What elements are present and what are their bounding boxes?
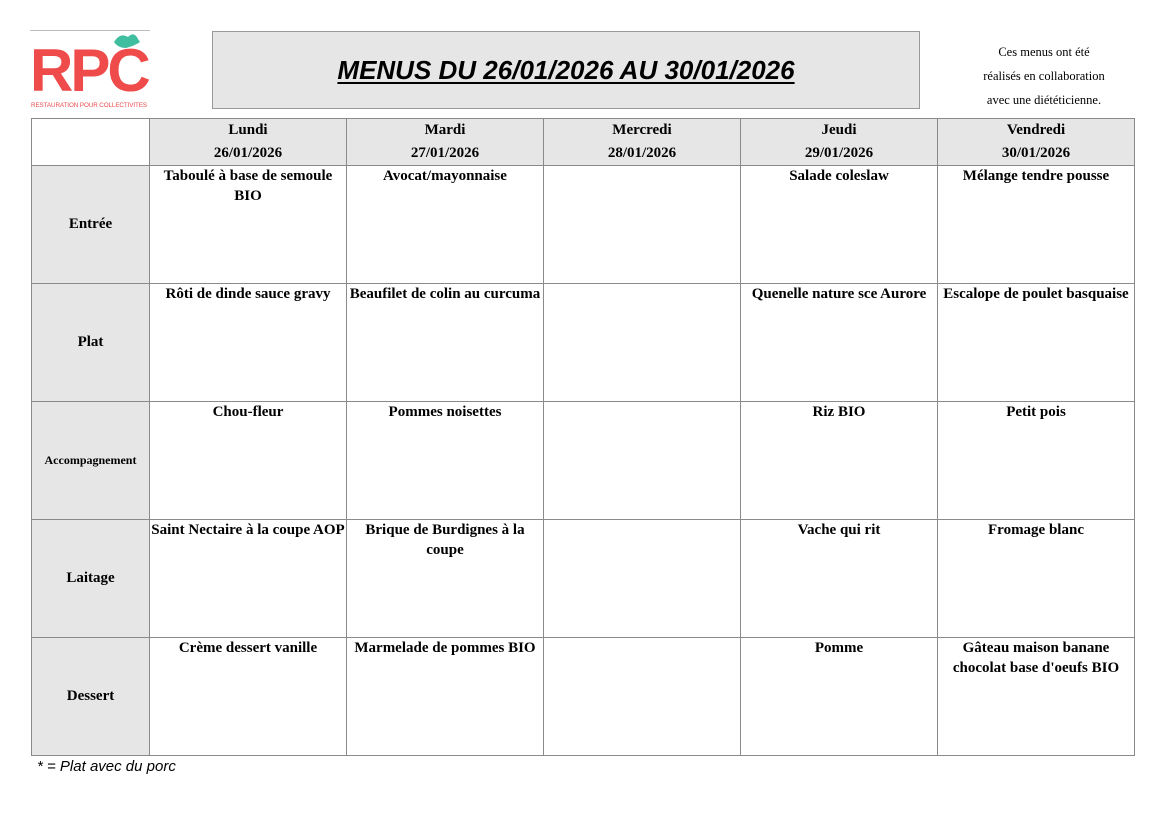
pork-footnote: * = Plat avec du porc (37, 758, 176, 775)
day-header-row (32, 119, 1135, 166)
day-date: 28/01/2026 (607, 145, 677, 161)
logo-letters: RPC (30, 37, 148, 104)
day-name: Lundi (228, 122, 268, 138)
logo-subtitle: RESTAURATION POUR COLLECTIVITES (31, 102, 147, 109)
menu-cell: Avocat/mayonnaise (347, 166, 544, 284)
menu-cell: Crème dessert vanille (150, 638, 347, 756)
menu-cell: Marmelade de pommes BIO (347, 638, 544, 756)
day-date: 26/01/2026 (213, 145, 283, 161)
page-title: MENUS DU 26/01/2026 AU 30/01/2026 (337, 54, 795, 85)
day-header-lundi (150, 119, 347, 166)
day-header-vendredi (938, 119, 1135, 166)
title-box (212, 31, 920, 109)
note-line-1: Ces menus ont été (998, 45, 1090, 59)
menu-cell: Fromage blanc (938, 520, 1135, 638)
menu-cell: Taboulé à base de semoule BIO (150, 166, 347, 284)
menu-row-plat (32, 284, 1135, 402)
row-label-plat: Plat (32, 284, 150, 402)
day-name: Vendredi (1006, 122, 1066, 138)
menu-cell (544, 166, 741, 284)
menu-cell (544, 284, 741, 402)
day-header-mardi (347, 119, 544, 166)
menu-cell: Mélange tendre pousse (938, 166, 1135, 284)
menu-row-laitage (32, 520, 1135, 638)
menu-cell: Beaufilet de colin au curcuma (347, 284, 544, 402)
day-name: Jeudi (821, 122, 857, 138)
menu-cell: Saint Nectaire à la coupe AOP (150, 520, 347, 638)
menu-cell (544, 638, 741, 756)
menu-cell (544, 402, 741, 520)
day-name: Mercredi (612, 122, 672, 138)
menu-cell: Pommes noisettes (347, 402, 544, 520)
row-label-entree: Entrée (32, 166, 150, 284)
day-header-jeudi (741, 119, 938, 166)
note-line-2: réalisés en collaboration (983, 69, 1105, 83)
menu-cell: Petit pois (938, 402, 1135, 520)
row-label-accompagnement: Accompagnement (32, 402, 150, 520)
menu-row-entree (32, 166, 1135, 284)
menu-cell: Escalope de poulet basquaise (938, 284, 1135, 402)
day-date: 27/01/2026 (410, 145, 480, 161)
row-label-laitage: Laitage (32, 520, 150, 638)
menu-cell: Vache qui rit (741, 520, 938, 638)
corner-cell (32, 119, 150, 166)
day-date: 30/01/2026 (1001, 145, 1071, 161)
menu-table (31, 118, 1135, 756)
dietitian-note (946, 40, 1142, 112)
menu-cell: Gâteau maison banane chocolat base d'oeufs BIO (938, 638, 1135, 756)
menu-cell: Brique de Burdignes à la coupe (347, 520, 544, 638)
menu-row-dessert (32, 638, 1135, 756)
menu-cell: Salade coleslaw (741, 166, 938, 284)
menu-cell (544, 520, 741, 638)
day-name: Mardi (424, 122, 466, 138)
row-label-dessert: Dessert (32, 638, 150, 756)
menu-cell: Riz BIO (741, 402, 938, 520)
menu-cell: Chou-fleur (150, 402, 347, 520)
day-date: 29/01/2026 (804, 145, 874, 161)
menu-cell: Pomme (741, 638, 938, 756)
menu-cell: Rôti de dinde sauce gravy (150, 284, 347, 402)
note-line-3: avec une diététicienne. (986, 93, 1102, 107)
menu-cell: Quenelle nature sce Aurore (741, 284, 938, 402)
menu-row-accompagnement (32, 402, 1135, 520)
day-header-mercredi (544, 119, 741, 166)
rpc-logo (30, 30, 152, 114)
